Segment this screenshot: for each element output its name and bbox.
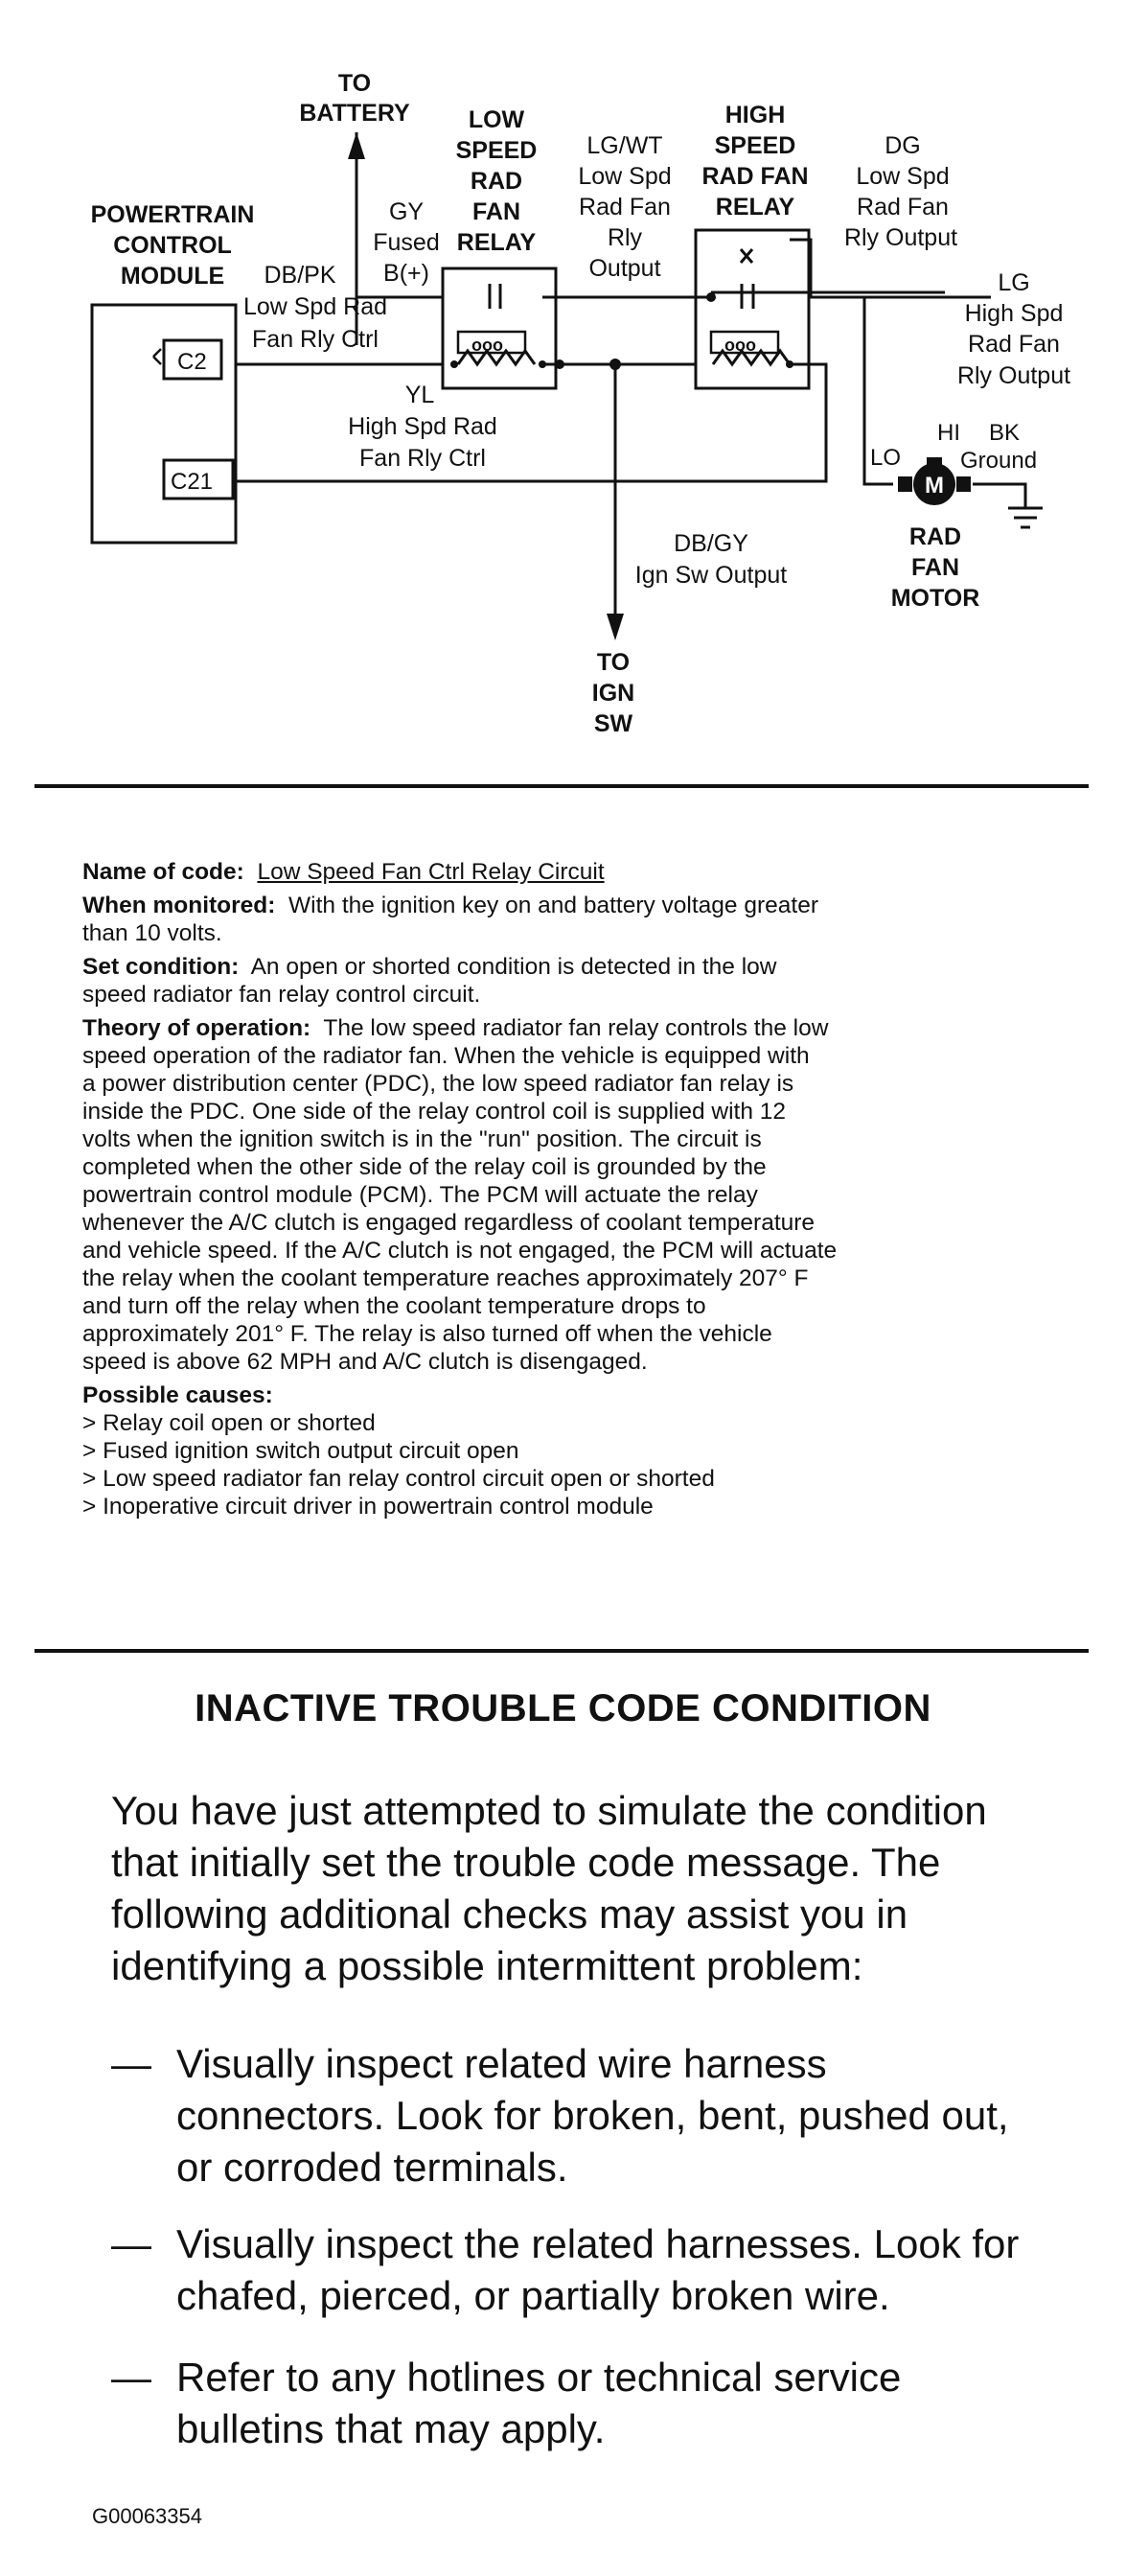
divider-middle <box>34 1649 1089 1653</box>
svg-text:LOW: LOW <box>468 106 525 133</box>
svg-text:High Spd: High Spd <box>964 300 1064 327</box>
svg-text:Low Spd: Low Spd <box>856 163 950 190</box>
svg-text:DB/PK: DB/PK <box>264 262 336 289</box>
inactive-intro: You have just attempted to simulate the condition that initially set the trouble code message. The following additional checks may assist you in identifying a possible intermittent problem: <box>111 1788 987 1988</box>
set-condition-row <box>82 953 1002 1009</box>
svg-text:DG: DG <box>885 132 921 159</box>
inactive-code-title: INACTIVE TROUBLE CODE CONDITION <box>195 1687 931 1729</box>
theory-value: The low speed radiator fan relay controls the low speed operation of the radiator fan. When the vehicle is equipped with a power distribution center (PDC), the low speed radiator fan relay is inside the PDC. One side of the relay control coil is supplied with 12 volts when the ignition switch is in the "run" position. The circuit is completed when the other side of the relay coil is grounded by the powertrain control module (PCM). The PCM will actuate the relay whenever the A/C clutch is engaged regardless of coolant temperature and vehicle speed. If the A/C clutch is not engaged, the PCM will actuate the relay when the coolant temperature reaches approximately 207° F and turn off the relay when the coolant temperature drops to approximately 201° F. The relay is also turned off when the vehicle speed is above 62 MPH and A/C clutch is disengaged. <box>82 1015 838 1375</box>
svg-text:B(+): B(+) <box>383 260 429 287</box>
svg-text:RAD: RAD <box>908 523 962 550</box>
svg-text:RAD: RAD <box>470 168 523 195</box>
svg-text:MOTOR: MOTOR <box>890 585 980 612</box>
svg-text:Rly Output: Rly Output <box>843 224 958 251</box>
causes-heading: Possible causes: <box>82 1382 273 1408</box>
gy-wire-label <box>373 198 439 287</box>
svg-text:RAD FAN: RAD FAN <box>701 163 809 190</box>
causes-list <box>82 1409 1002 1520</box>
svg-text:Ign Sw Output: Ign Sw Output <box>634 562 788 589</box>
svg-text:Output: Output <box>588 255 661 282</box>
svg-text:Rad Fan: Rad Fan <box>579 194 671 220</box>
set-condition-value: An open or shorted condition is detected in the low speed radiator fan relay control circuit. <box>82 954 777 1008</box>
check-item <box>111 2038 1079 2193</box>
monitored-value: With the ignition key on and battery voltage greater than 10 volts. <box>82 893 818 946</box>
wiring-diagram <box>0 0 1126 767</box>
monitored-row <box>82 892 1002 947</box>
svg-text:Ground: Ground <box>960 448 1038 474</box>
svg-text:C21: C21 <box>171 469 214 495</box>
code-info <box>82 858 1002 1520</box>
svg-text:TO: TO <box>596 649 631 676</box>
svg-text:Fused: Fused <box>373 229 440 256</box>
dbpk-wire-label <box>243 262 387 353</box>
dash-bullet: — <box>111 2355 151 2400</box>
svg-text:SPEED: SPEED <box>455 137 538 164</box>
svg-text:FAN: FAN <box>911 554 959 581</box>
svg-text:RELAY: RELAY <box>715 194 795 220</box>
svg-text:DB/GY: DB/GY <box>674 530 748 557</box>
dash-bullet: — <box>111 2221 151 2266</box>
svg-text:Low Spd: Low Spd <box>578 163 672 190</box>
theory-row <box>82 1014 1002 1376</box>
ignition-arrow <box>607 614 624 640</box>
check-item <box>111 2352 1079 2455</box>
connector-c2 <box>153 340 221 379</box>
svg-text:High Spd Rad: High Spd Rad <box>348 413 497 440</box>
cause-item: > Low speed radiator fan relay control circuit open or shorted <box>82 1466 715 1492</box>
svg-text:Rad Fan: Rad Fan <box>857 194 949 220</box>
splice-dot <box>609 359 621 370</box>
svg-text:Fan Rly Ctrl: Fan Rly Ctrl <box>359 445 486 472</box>
svg-text:HI: HI <box>937 420 960 446</box>
rad-fan-motor-label <box>891 523 980 612</box>
high-speed-relay-label <box>701 102 808 220</box>
theory-label: Theory of operation: <box>82 1015 311 1041</box>
dash-bullet: — <box>111 2041 151 2086</box>
svg-text:GY: GY <box>388 198 425 225</box>
divider-top <box>34 784 1089 788</box>
check-text: Visually inspect related wire harness connectors. Look for broken, bent, pushed out, or corroded terminals. <box>176 2041 1009 2190</box>
svg-text:M: M <box>925 473 944 499</box>
svg-text:IGN: IGN <box>591 680 635 707</box>
svg-text:LG: LG <box>998 269 1030 296</box>
svg-text:Fan Rly Ctrl: Fan Rly Ctrl <box>252 326 379 353</box>
svg-text:BK: BK <box>989 420 1021 446</box>
svg-text:ooo: ooo <box>724 336 756 355</box>
pcm-label <box>91 201 255 290</box>
svg-text:C2: C2 <box>177 349 207 375</box>
svg-text:MODULE: MODULE <box>120 263 225 290</box>
to-ign-sw-label <box>592 649 634 737</box>
svg-text:FAN: FAN <box>472 198 520 225</box>
check-text: Refer to any hotlines or technical service bulletins that may apply. <box>176 2355 902 2451</box>
set-condition-label: Set condition: <box>82 954 240 980</box>
high-speed-relay-symbol <box>696 230 809 388</box>
svg-text:Low Spd Rad: Low Spd Rad <box>242 293 388 320</box>
dbgy-wire-label <box>635 530 787 589</box>
svg-text:SPEED: SPEED <box>714 132 796 159</box>
ground-symbol <box>1008 508 1043 527</box>
dg-wire-label <box>844 132 957 251</box>
svg-text:TO: TO <box>337 70 372 97</box>
svg-text:HIGH: HIGH <box>724 102 786 128</box>
svg-text:ooo: ooo <box>471 336 503 355</box>
cause-item: > Inoperative circuit driver in powertrain control module <box>82 1494 654 1520</box>
check-item <box>111 2218 1079 2322</box>
monitored-label: When monitored: <box>82 893 276 918</box>
code-name-label: Name of code: <box>82 859 244 885</box>
svg-text:YL: YL <box>404 382 435 408</box>
motor-terminal-labels <box>870 420 1037 474</box>
svg-text:Rly: Rly <box>607 224 643 251</box>
check-text: Visually inspect the related harnesses. Look for chafed, pierced, or partially broken wire. <box>176 2221 1020 2318</box>
low-speed-relay-symbol <box>443 268 556 388</box>
svg-text:SW: SW <box>593 710 633 737</box>
yl-wire-label <box>348 382 497 472</box>
cause-item: > Relay coil open or shorted <box>82 1410 376 1436</box>
connector-c21 <box>164 460 233 499</box>
svg-text:RELAY: RELAY <box>456 229 537 256</box>
svg-text:LG/WT: LG/WT <box>586 132 663 159</box>
svg-text:POWERTRAIN: POWERTRAIN <box>90 201 255 228</box>
lgwt-wire-label <box>578 132 671 282</box>
figure-id: G00063354 <box>92 2504 202 2528</box>
svg-text:LO: LO <box>870 445 902 471</box>
lg-wire-label <box>957 269 1070 389</box>
svg-text:Rad Fan: Rad Fan <box>968 331 1060 358</box>
cause-item: > Fused ignition switch output circuit open <box>82 1438 519 1464</box>
code-name-value: Low Speed Fan Ctrl Relay Circuit <box>257 859 605 885</box>
svg-text:BATTERY: BATTERY <box>299 100 410 127</box>
svg-text:Rly Output: Rly Output <box>956 362 1071 389</box>
svg-text:CONTROL: CONTROL <box>113 232 232 259</box>
code-name-row <box>82 858 1002 886</box>
to-battery-label <box>299 70 410 127</box>
low-speed-relay-label <box>456 106 538 256</box>
